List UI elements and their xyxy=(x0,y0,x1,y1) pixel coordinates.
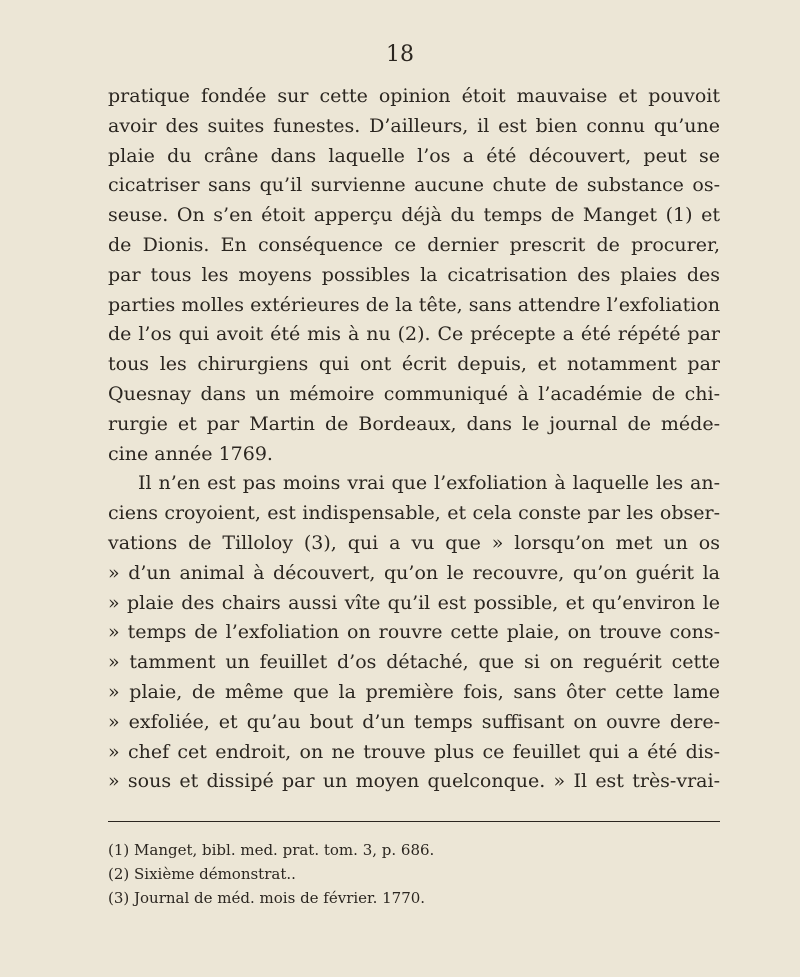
footnotes xyxy=(108,838,720,910)
text-line: Il n’en est pas moins vrai que l’exfoliation à laquelle les an- xyxy=(138,472,720,495)
text-line: cicatriser sans qu’il survienne aucune chute de substance os- xyxy=(108,174,720,197)
text-line: avoir des suites funestes. D’ailleurs, il est bien connu qu’une xyxy=(108,114,720,137)
text-line: plaie du crâne dans laquelle l’os a été découvert, peut se xyxy=(108,144,720,167)
text-line: Quesnay dans un mémoire communiqué à l’académie de chi- xyxy=(108,382,720,405)
text-line: » sous et dissipé par un moyen quelconque. » Il est très-vrai- xyxy=(108,770,720,793)
footnote-divider xyxy=(108,821,720,822)
text-line: » plaie, de même que la première fois, sans ôter cette lame xyxy=(108,680,720,703)
body-text xyxy=(108,82,720,797)
page-number: 18 xyxy=(386,42,414,67)
text-line: » exfoliée, et qu’au bout d’un temps suffisant on ouvre dere- xyxy=(108,710,720,733)
text-line: par tous les moyens possibles la cicatrisation des plaies des xyxy=(108,263,720,286)
footnote: (3) Journal de méd. mois de février. 1770. xyxy=(108,889,426,907)
text-line: » temps de l’exfoliation on rouvre cette plaie, on trouve cons- xyxy=(108,621,720,644)
text-line: » plaie des chairs aussi vîte qu’il est possible, et qu’environ le xyxy=(108,591,720,614)
text-line: rurgie et par Martin de Bordeaux, dans le journal de méde- xyxy=(108,412,720,435)
text-line: vations de Tilloloy (3), qui a vu que » lorsqu’on met un os xyxy=(108,531,720,554)
footnote: (2) Sixième démonstrat.. xyxy=(108,865,296,883)
text-line: ciens croyoient, est indispensable, et cela conste par les obser- xyxy=(108,502,720,525)
text-line: » tamment un feuillet d’os détaché, que si on reguérit cette xyxy=(108,651,720,674)
text-line: cine année 1769. xyxy=(108,442,273,465)
text-line: » d’un animal à découvert, qu’on le recouvre, qu’on guérit la xyxy=(108,561,720,584)
text-line: de l’os qui avoit été mis à nu (2). Ce précepte a été répété par xyxy=(108,323,720,346)
text-line: de Dionis. En conséquence ce dernier prescrit de procurer, xyxy=(108,233,720,256)
footnote: (1) Manget, bibl. med. prat. tom. 3, p. 686. xyxy=(108,841,435,859)
text-line: » chef cet endroit, on ne trouve plus ce feuillet qui a été dis- xyxy=(108,740,720,763)
text-line: seuse. On s’en étoit apperçu déjà du temps de Manget (1) et xyxy=(108,204,720,227)
text-line: pratique fondée sur cette opinion étoit mauvaise et pouvoit xyxy=(108,85,720,107)
text-line: tous les chirurgiens qui ont écrit depuis, et notamment par xyxy=(108,353,720,376)
text-line: parties molles extérieures de la tête, sans attendre l’exfoliation xyxy=(108,293,720,316)
